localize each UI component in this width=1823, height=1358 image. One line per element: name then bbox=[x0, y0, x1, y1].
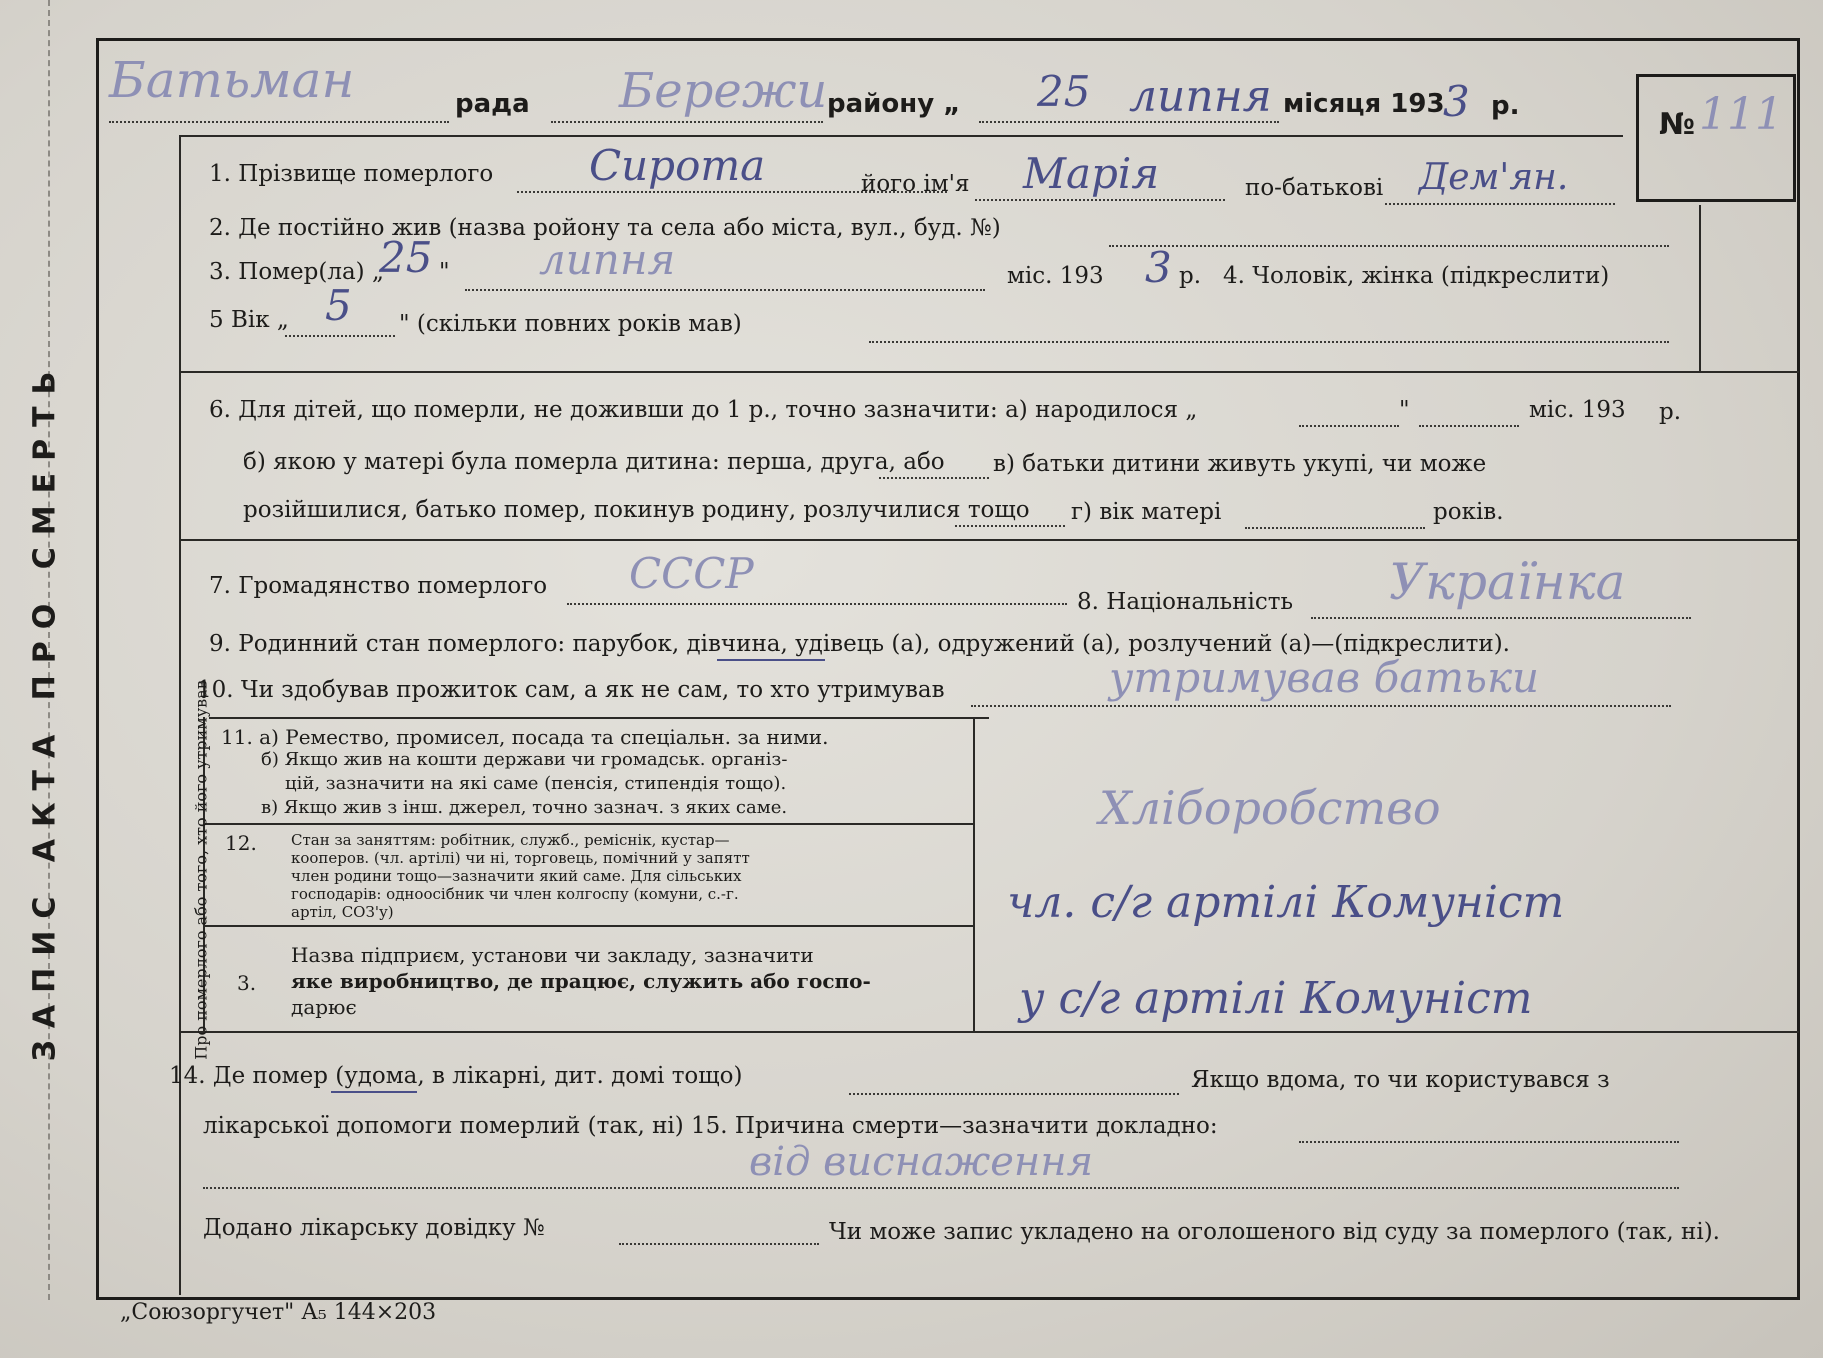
death-day-close: " bbox=[439, 259, 450, 285]
surname-value: Сирота bbox=[589, 141, 766, 190]
infant-line-3a: розійшилися, батько помер, покинув родину, розлучилися тощо bbox=[243, 497, 1030, 523]
medical-help-line-2: лікарської допомоги померлий (так, ні) 15. Причина смерти—зазначити докладно: bbox=[203, 1113, 1218, 1139]
nationality-label: 8. Національність bbox=[1077, 589, 1294, 615]
surname-label: 1. Прізвище померлого bbox=[209, 161, 494, 187]
hand-rada: Батьман bbox=[109, 51, 355, 109]
infant-born-close: " bbox=[1399, 397, 1410, 423]
gender-label: 4. Чоловік, жінка (підкреслити) bbox=[1223, 263, 1610, 289]
age-suffix: " (скільки повних років мав) bbox=[399, 311, 742, 337]
name-line bbox=[975, 199, 1225, 201]
hand-day: 25 bbox=[1037, 67, 1091, 116]
cause-line-1 bbox=[1299, 1141, 1679, 1143]
infant-line-2b: в) батьки дитини живуть укупі, чи може bbox=[993, 451, 1487, 477]
infant-year-suffix: р. bbox=[1659, 399, 1682, 425]
support-label: 10. Чи здобував прожиток сам, а як не сам, то хто утримував bbox=[197, 677, 945, 703]
death-place-underline bbox=[331, 1091, 417, 1093]
mother-age-line bbox=[1245, 527, 1425, 529]
support-line bbox=[971, 705, 1671, 707]
workplace-line-3: дарює bbox=[291, 995, 357, 1019]
printer-footer: „Союзоргучет" А₅ 144×203 bbox=[120, 1300, 437, 1325]
status-number: 12. bbox=[225, 831, 257, 855]
age-value: 5 bbox=[325, 281, 352, 330]
section-line-4 bbox=[179, 1031, 1799, 1033]
section-line-3 bbox=[179, 539, 1799, 541]
status-value: чл. с/г артілі Комуніст bbox=[1007, 877, 1565, 928]
residence-line bbox=[1109, 245, 1669, 247]
occupation-top-line bbox=[209, 717, 989, 719]
infant-parents-line bbox=[955, 525, 1065, 527]
workplace-line-2: яке виробництво, де працює, служить або госпо- bbox=[291, 969, 871, 993]
occupation-vertical-text: Про померлого або того, хто його утримував bbox=[192, 680, 211, 1060]
marital-status-label: 9. Родинний стан померлого: парубок, дівчина, удівець (а), одружений (а), розлучений (а)—(підкреслити). bbox=[209, 631, 1510, 657]
death-record-form bbox=[96, 38, 1800, 1300]
infant-born-line bbox=[1299, 425, 1399, 427]
section-vertical-right bbox=[1699, 205, 1701, 371]
nationality-line bbox=[1311, 617, 1691, 619]
status-line-5: артіл, СОЗ'у) bbox=[291, 903, 394, 921]
patronymic-value: Дем'ян. bbox=[1419, 157, 1569, 198]
death-month-label: міс. 193 bbox=[1007, 263, 1104, 289]
infant-order-line bbox=[879, 477, 989, 479]
medical-help-label: Якщо вдома, то чи користувався з bbox=[1191, 1067, 1610, 1093]
name-label: його ім'я bbox=[861, 171, 970, 197]
rada-line bbox=[109, 121, 449, 123]
cause-value: від виснаження bbox=[749, 1139, 1094, 1185]
death-place-line bbox=[849, 1093, 1179, 1095]
record-number-value: 111 bbox=[1699, 89, 1783, 140]
month-label: місяця 193 bbox=[1283, 89, 1445, 119]
status-line-3: член родини тощо—зазначити який саме. Для сільських bbox=[291, 867, 742, 885]
support-value: утримував батьки bbox=[1109, 653, 1540, 702]
age-label: 5 Вік „ bbox=[209, 307, 289, 333]
citizenship-line bbox=[567, 603, 1067, 605]
marital-underline bbox=[717, 659, 825, 661]
status-line-1: Стан за заняттям: робітник, служб., реміснік, кустар— bbox=[291, 831, 730, 849]
death-date-label: 3. Помер(ла) „ bbox=[209, 259, 384, 285]
section-line-1 bbox=[179, 135, 1623, 137]
record-number-label: № bbox=[1659, 107, 1696, 142]
occupation-11c: в) Якщо жив з інш. джерел, точно зазнач. з яких саме. bbox=[261, 797, 788, 818]
name-value: Марія bbox=[1023, 149, 1160, 198]
occupation-11b2: цій, зазначити на які саме (пенсія, стипендія тощо). bbox=[285, 773, 787, 794]
residence-label: 2. Де постійно жив (назва ройону та села або міста, вул., буд. №) bbox=[209, 215, 1001, 241]
death-month-line bbox=[465, 289, 985, 291]
infant-line-3c: років. bbox=[1433, 499, 1504, 525]
age-right-line bbox=[869, 341, 1669, 343]
status-line-4: господарів: одноосібник чи член колгоспу (комуни, с.-г. bbox=[291, 885, 739, 903]
citizenship-value: СССР bbox=[629, 549, 754, 598]
death-month-value: липня bbox=[539, 235, 676, 284]
patronymic-line bbox=[1385, 203, 1615, 205]
workplace-line-1: Назва підприєм, установи чи закладу, зазначити bbox=[291, 943, 814, 967]
side-title-text: ЗАПИС АКТА ПРО СМЕРТЬ bbox=[27, 359, 63, 1061]
year-suffix-label: р. bbox=[1491, 91, 1520, 121]
death-year-suffix: р. bbox=[1179, 263, 1202, 289]
occupation-row-line-1 bbox=[203, 823, 973, 825]
rada-label: рада bbox=[455, 89, 530, 119]
infant-month-line bbox=[1419, 425, 1519, 427]
death-year-value: 3 bbox=[1145, 243, 1172, 292]
death-day-value: 25 bbox=[379, 233, 433, 282]
workplace-number: 3. bbox=[237, 971, 257, 995]
workplace-value: у с/г артілі Комуніст bbox=[1019, 973, 1533, 1024]
hand-village: Бережи bbox=[619, 63, 828, 119]
village-line bbox=[551, 121, 823, 123]
hand-month: липня bbox=[1129, 71, 1272, 122]
certificate-line bbox=[619, 1243, 819, 1245]
section-line-2 bbox=[179, 371, 1799, 373]
status-line-2: кооперов. (чл. артілі) чи ні, торговець, помічний у запятт bbox=[291, 849, 750, 867]
occupation-value: Хліборобство bbox=[1099, 781, 1441, 835]
rayonu-label: району „ bbox=[827, 89, 961, 119]
infant-month-label: міс. 193 bbox=[1529, 397, 1626, 423]
occupation-11a: 11. а) Ремество, промисел, посада та спеціальн. за ними. bbox=[221, 725, 829, 749]
death-place-label: 14. Де помер (удома, в лікарні, дит. домі тощо) bbox=[169, 1063, 743, 1089]
cause-line-2 bbox=[203, 1187, 1679, 1189]
infant-line-3b: г) вік матері bbox=[1071, 499, 1222, 525]
certificate-label: Додано лікарську довідку № bbox=[203, 1215, 545, 1241]
age-line bbox=[285, 335, 395, 337]
infant-line-2a: б) якою у матері була померла дитина: перша, друга, або bbox=[243, 449, 945, 475]
patronymic-label: по-батькові bbox=[1245, 175, 1384, 201]
occupation-row-line-2 bbox=[203, 925, 973, 927]
side-title bbox=[10, 300, 80, 1120]
occupation-11b1: б) Якщо жив на кошти держави чи громадськ. організ- bbox=[261, 749, 788, 770]
occupation-vertical-label bbox=[172, 680, 232, 1060]
hand-year: 3 bbox=[1443, 77, 1470, 126]
nationality-value: Українка bbox=[1389, 553, 1626, 611]
infant-line-1: 6. Для дітей, що померли, не доживши до 1 р., точно зазначити: а) народилося „ bbox=[209, 397, 1198, 423]
occupation-right-line bbox=[973, 717, 975, 1031]
citizenship-label: 7. Громадянство померлого bbox=[209, 573, 548, 599]
section-vertical-left bbox=[179, 135, 181, 1295]
record-number-box bbox=[1636, 74, 1796, 202]
court-label: Чи може запис укладено на оголошеного від суду за померлого (так, ні). bbox=[829, 1219, 1720, 1245]
